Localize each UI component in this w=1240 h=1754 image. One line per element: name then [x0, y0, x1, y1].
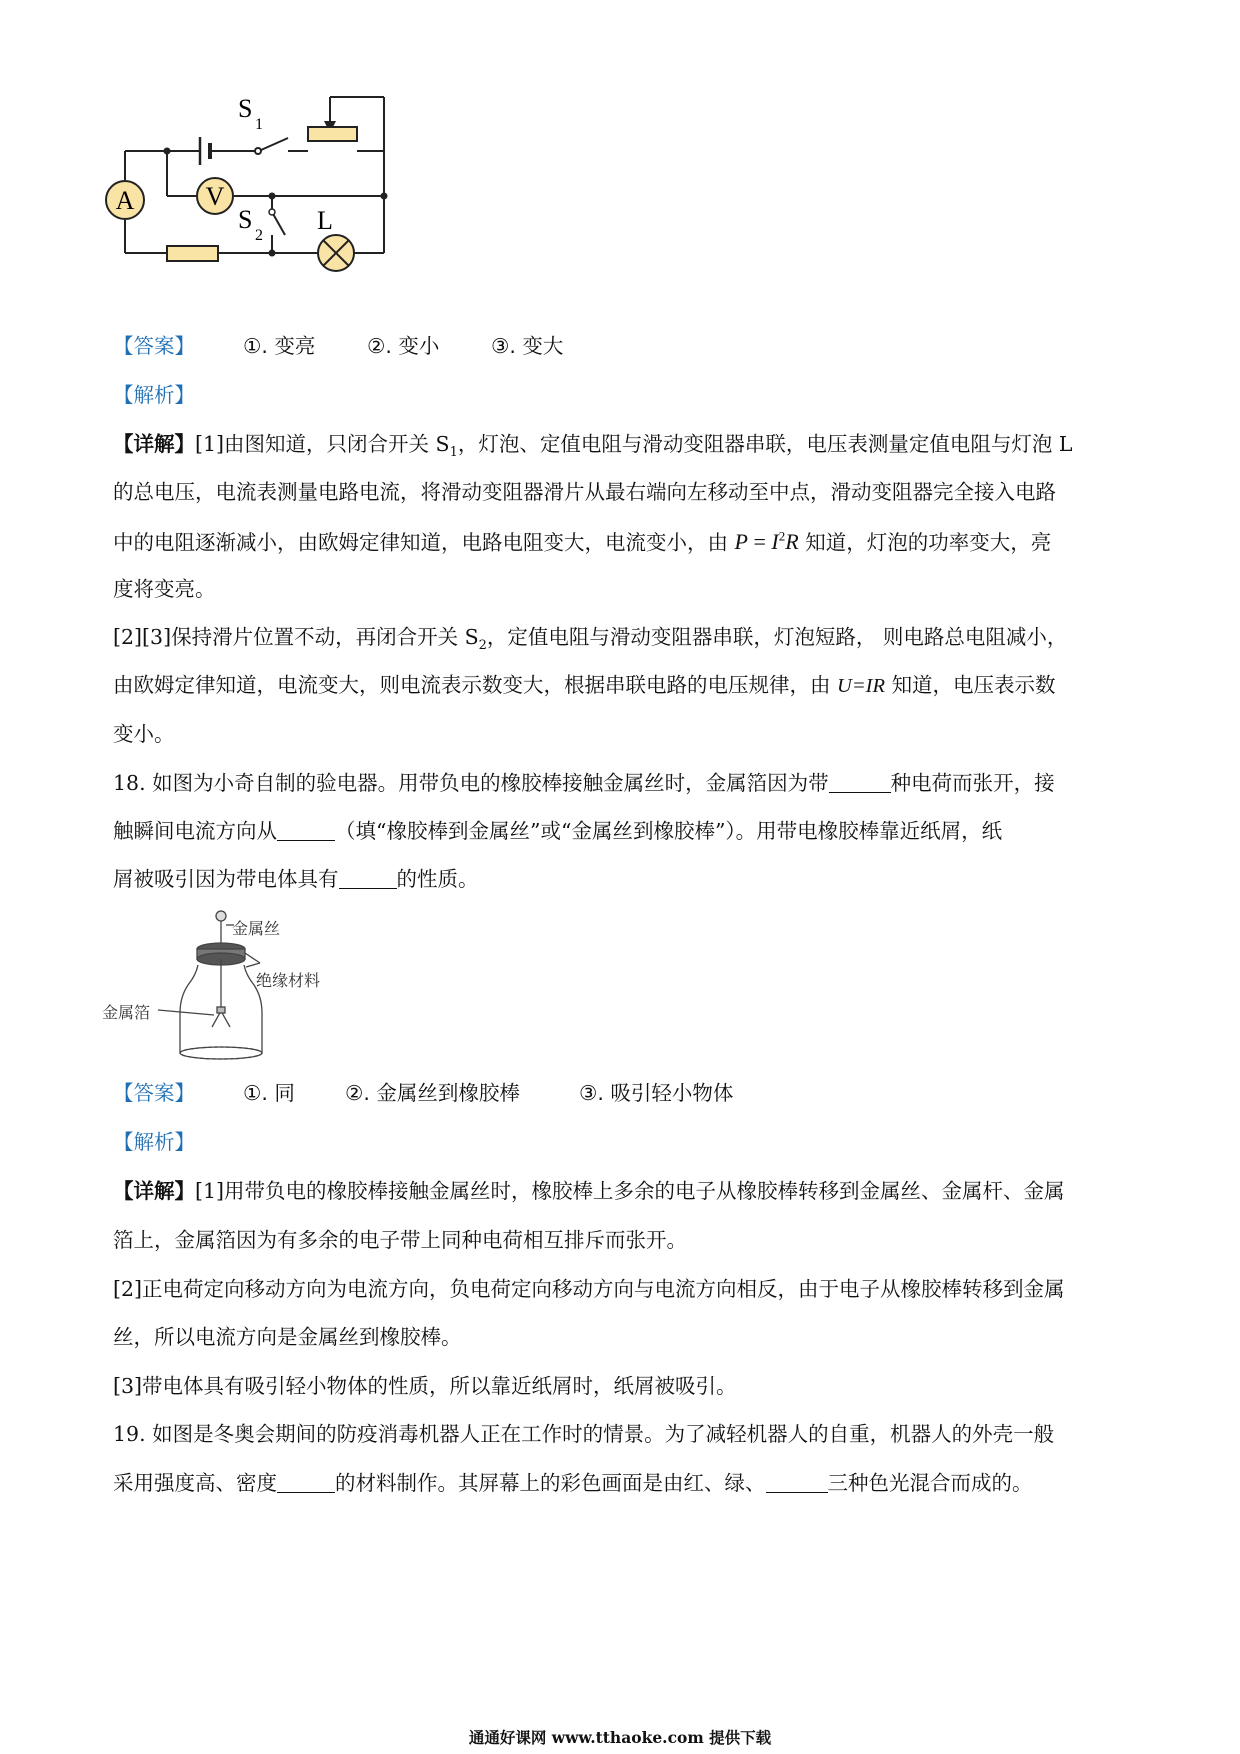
answer-item-3: ③. 吸引轻小物体 — [579, 1081, 734, 1105]
answer-blank — [277, 840, 335, 841]
q19-question-line-2: 采用强度高、密度 的材料制作。其屏幕上的彩色画面是由红、绿、 三种色光混合而成的。 — [113, 1471, 1033, 1495]
switch1-subscript: 1 — [255, 116, 263, 133]
answer-item-1: ①. 同 — [243, 1081, 295, 1105]
detail-tag: 【详解】 — [113, 1179, 195, 1203]
circuit-diagram — [100, 95, 450, 310]
q18-detail-line-3: [2]正电荷定向移动方向为电流方向，负电荷定向移动方向与电流方向相反，由于电子从橡胶棒转移到金属 — [113, 1277, 1065, 1301]
label-insulator: 绝缘材料 — [256, 971, 321, 990]
q17-detail-line-1: 【详解】[1]由图知道，只闭合开关 $S_1$，灯泡、定值电阻与滑动变阻器串联，电压表测量定值电阻与灯泡 L — [113, 432, 1073, 461]
analysis-tag: 【解析】 — [113, 1130, 195, 1154]
analysis-tag: 【解析】 — [113, 383, 195, 407]
answer-blank — [829, 792, 891, 793]
answer-item-2: ②. 金属丝到橡胶棒 — [345, 1081, 520, 1105]
ammeter-label: A — [115, 186, 135, 215]
switch1-label: S — [238, 95, 253, 123]
voltmeter-label: V — [205, 182, 225, 211]
q18-answer-row — [113, 1083, 813, 1107]
detail-tag: 【详解】 — [113, 432, 195, 456]
circuit-svg — [100, 95, 450, 310]
switch2-subscript: 2 — [255, 227, 263, 244]
answer-blank — [277, 1492, 335, 1493]
q18-question-line-2: 触瞬间电流方向从 （填“橡胶棒到金属丝”或“金属丝到橡胶棒”）。用带电橡胶棒靠近纸屑，纸 — [113, 819, 1003, 843]
answer-item-3: ③. 变大 — [491, 334, 564, 358]
q17-answer-row — [113, 336, 713, 360]
q18-question-line-3: 屑被吸引因为带电体具有 的性质。 — [113, 867, 479, 891]
q17-detail-line-7: 变小。 — [113, 722, 175, 746]
q17-detail-line-5: [2][3]保持滑片位置不动，再闭合开关 $S_2$，定值电阻与滑动变阻器串联，灯泡短路， 则电路总电阻减小， — [113, 625, 1068, 654]
label-metal-wire: 金属丝 — [232, 919, 281, 938]
q17-detail-line-2: 的总电压，电流表测量电路电流，将滑动变阻器滑片从最右端向左移动至中点，滑动变阻器完全接入电路 — [113, 480, 1056, 504]
q18-detail-line-5: [3]带电体具有吸引轻小物体的性质，所以靠近纸屑时，纸屑被吸引。 — [113, 1374, 737, 1398]
q18-detail-line-4: 丝，所以电流方向是金属丝到橡胶棒。 — [113, 1325, 462, 1349]
answer-item-2: ②. 变小 — [367, 334, 440, 358]
q18-detail-line-2: 箔上，金属箔因为有多余的电子带上同种电荷相互排斥而张开。 — [113, 1228, 687, 1252]
formula: $P = I^2R$ — [734, 529, 799, 555]
switch2-label: S — [238, 205, 253, 234]
q17-detail-line-4: 度将变亮。 — [113, 577, 216, 601]
q19-question-line-1: 19. 如图是冬奥会期间的防疫消毒机器人正在工作时的情景。为了减轻机器人的自重，机器人的外壳一般 — [113, 1422, 1055, 1446]
page-footer: 通通好课网 www.tthaoke.com 提供下载 — [468, 1728, 772, 1747]
q17-detail-line-3: 中的电阻逐渐减小，由欧姆定律知道，电路电阻变大，电流变小，由 $P = I^2R$ 知道，灯泡的功率变大，亮 — [113, 529, 1052, 555]
label-metal-foil: 金属箔 — [102, 1003, 151, 1022]
q17-detail-line-6: 由欧姆定律知道，电流变大，则电流表示数变大，根据串联电路的电压规律，由 U=IR 知道，电压表示数 — [113, 673, 1056, 697]
lamp-label: L — [317, 206, 333, 235]
answer-tag: 【答案】 — [113, 334, 195, 358]
answer-blank — [766, 1492, 828, 1493]
answer-tag: 【答案】 — [113, 1081, 195, 1105]
q18-detail-line-1: 【详解】[1]用带负电的橡胶棒接触金属丝时，橡胶棒上多余的电子从橡胶棒转移到金属丝、金属杆、金属 — [113, 1179, 1065, 1203]
answer-blank — [339, 888, 397, 889]
q18-question-line-1: 18. 如图为小奇自制的验电器。用带负电的橡胶棒接触金属丝时，金属箔因为带 种电荷而张开，接 — [113, 771, 1055, 795]
answer-item-1: ①. 变亮 — [243, 334, 316, 358]
electroscope-figure — [102, 903, 380, 1063]
